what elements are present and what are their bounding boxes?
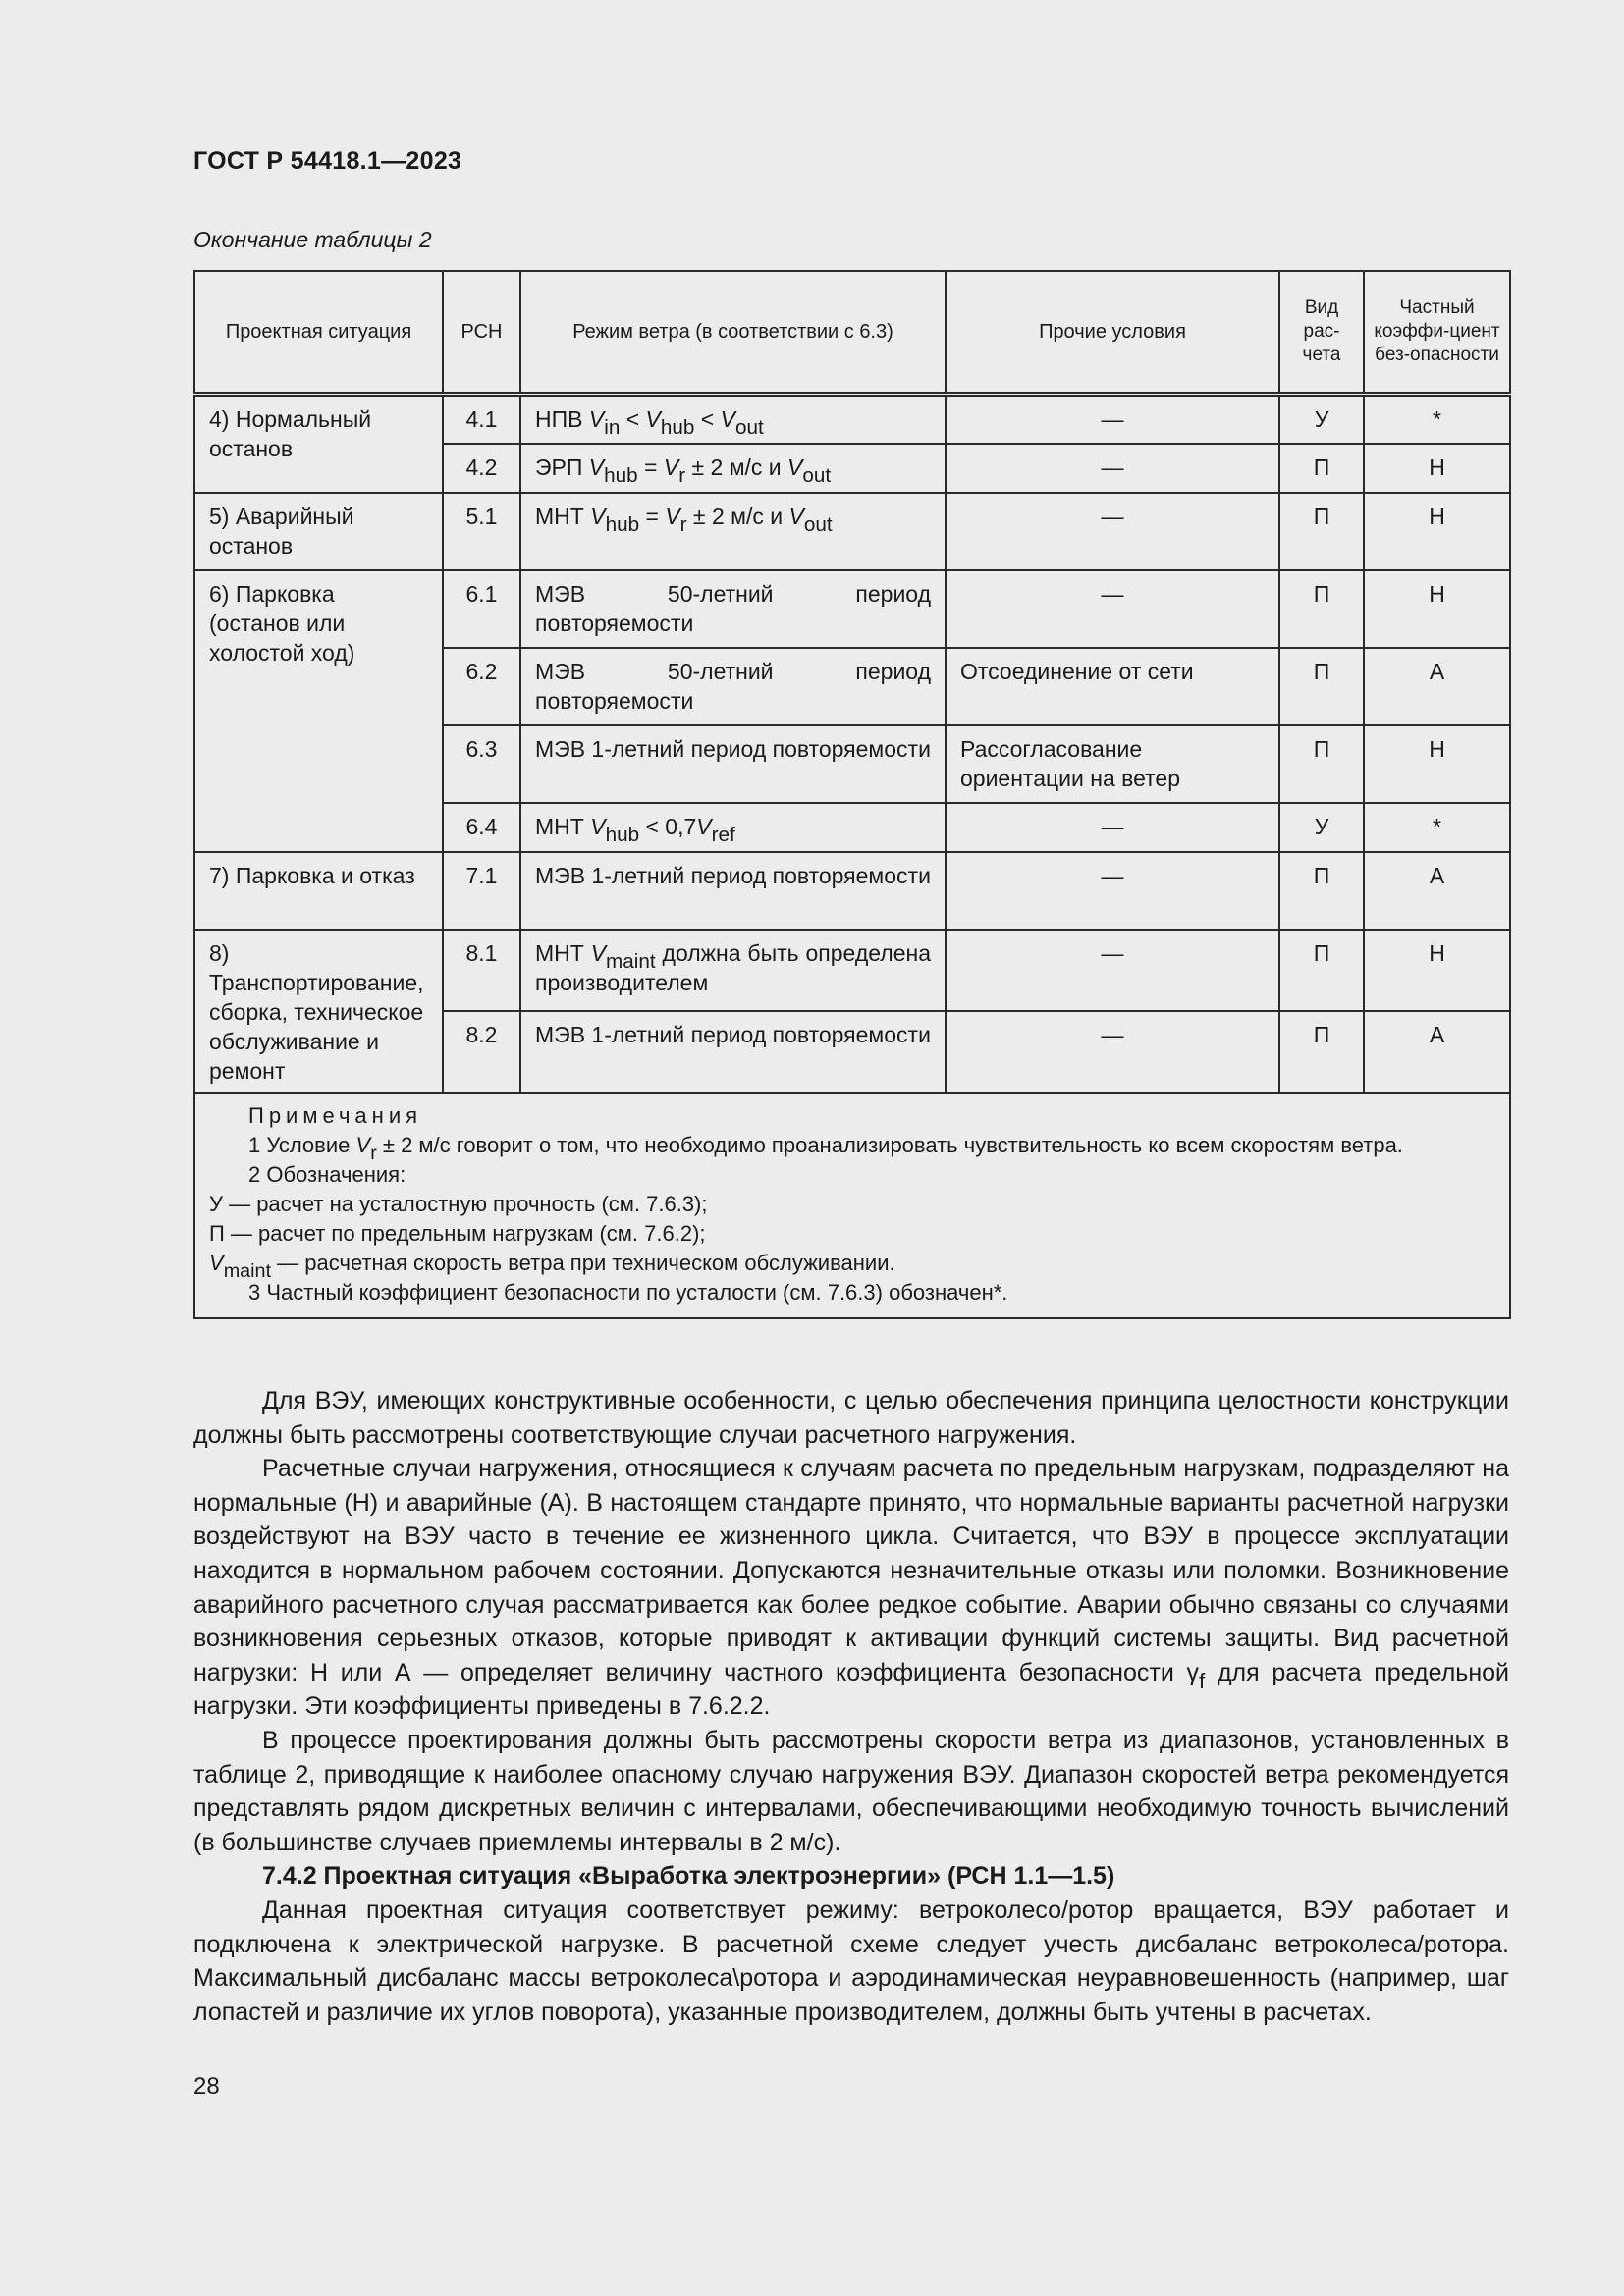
wind-cell — [520, 395, 946, 444]
rsn-cell: 7.1 — [443, 852, 520, 930]
note-2-fatigue: У — расчет на усталостную прочность (см. 7.6.3); — [209, 1191, 708, 1216]
table-row — [194, 570, 1510, 648]
rsn-cell: 4.2 — [443, 444, 520, 493]
calc-cell: П — [1279, 570, 1364, 648]
rsn-cell: 6.3 — [443, 725, 520, 803]
wind-formula: $V_{hub} = V_r \pm 2$ м/с и $V_{out}$ — [588, 454, 832, 487]
situation-cell: 7) Парковка и отказ — [194, 852, 443, 930]
rsn-cell: 6.2 — [443, 648, 520, 725]
wind-prefix: МНТ — [535, 503, 591, 529]
factor-cell: * — [1364, 803, 1510, 852]
other-cell: Отсоединение от сети — [946, 648, 1279, 725]
factor-cell: Н — [1364, 493, 1510, 570]
table-row — [194, 930, 1510, 1011]
other-cell: — — [946, 852, 1279, 930]
table-header-row — [194, 271, 1510, 395]
wind-cell: МЭВ 50-летний период повторяемости — [520, 648, 946, 725]
wind-formula: $V_{maint}$ должна быть определена производителем — [535, 939, 931, 995]
col-header-other: Прочие условия — [946, 271, 1279, 395]
note-2-ultimate: П — расчет по предельным нагрузкам (см. 7.6.2); — [209, 1220, 706, 1246]
other-cell: — — [946, 803, 1279, 852]
factor-cell: А — [1364, 1011, 1510, 1093]
paragraph-1: Для ВЭУ, имеющих конструктивные особенности, с целью обеспечения принципа целостности конструкции должны быть рассмотрены соответствующие случаи расчетного нагружения. — [193, 1387, 1509, 1449]
other-cell: — — [946, 930, 1279, 1011]
wind-cell: МЭВ 1-летний период повторяемости — [520, 852, 946, 930]
col-header-rsn: РСН — [443, 271, 520, 395]
wind-prefix: НПВ — [535, 406, 589, 432]
wind-cell: МЭВ 1-летний период повторяемости — [520, 1011, 946, 1093]
factor-cell: Н — [1364, 725, 1510, 803]
note-1 — [209, 1131, 1495, 1164]
col-header-factor: Частный коэффи-циент без-опасности — [1364, 271, 1510, 395]
other-cell: Рассогласование ориентации на ветер — [946, 725, 1279, 803]
note-1-text: $V_r \pm 2$ м/с говорит о том, что необходимо проанализировать чувствительность ко всем скоростям ветра. — [355, 1132, 1403, 1164]
factor-cell: А — [1364, 852, 1510, 930]
calc-cell: П — [1279, 493, 1364, 570]
table-notes — [194, 1093, 1510, 1318]
other-cell: — — [946, 444, 1279, 493]
factor-cell: * — [1364, 395, 1510, 444]
situation-cell: 6) Парковка (останов или холостой ход) — [194, 570, 443, 852]
rsn-cell: 4.1 — [443, 395, 520, 444]
wind-cell — [520, 444, 946, 493]
calc-cell: У — [1279, 395, 1364, 444]
table-caption: Окончание таблицы 2 — [193, 227, 432, 252]
situation-cell: 8) Транспортирование, сборка, техническое обслуживание и ремонт — [194, 930, 443, 1093]
wind-cell: МЭВ 50-летний период повторяемости — [520, 570, 946, 648]
paragraph-2-formula: $\gamma_f$ для расчета предельной нагрузки. Эти коэффициенты приведены в 7.6.2.2. — [193, 1658, 1509, 1721]
calc-cell: У — [1279, 803, 1364, 852]
col-header-situation: Проектная ситуация — [194, 271, 443, 395]
wind-prefix: ЭРП — [535, 454, 589, 480]
wind-cell: МЭВ 1-летний период повторяемости — [520, 725, 946, 803]
col-header-calc: Вид рас-чета — [1279, 271, 1364, 395]
body-text — [193, 1384, 1509, 2029]
wind-cell — [520, 930, 946, 1011]
note-2-vmaint: $V_{maint}$ — расчетная скорость ветра при техническом обслуживании. — [209, 1250, 895, 1282]
note-1-prefix: 1 Условие — [248, 1132, 356, 1157]
rsn-cell: 8.1 — [443, 930, 520, 1011]
rsn-cell: 6.1 — [443, 570, 520, 648]
factor-cell: Н — [1364, 570, 1510, 648]
document-header: ГОСТ Р 54418.1—2023 — [193, 147, 462, 175]
other-cell: — — [946, 570, 1279, 648]
col-header-wind: Режим ветра (в соответствии с 6.3) — [520, 271, 946, 395]
table-notes-row — [194, 1093, 1510, 1318]
calc-cell: П — [1279, 725, 1364, 803]
rsn-cell: 6.4 — [443, 803, 520, 852]
table-row — [194, 493, 1510, 570]
table-row — [194, 395, 1510, 444]
wind-prefix: МНТ — [535, 813, 591, 839]
page-number: 28 — [193, 2073, 220, 2100]
paragraph-2 — [193, 1452, 1509, 1724]
wind-cell — [520, 493, 946, 570]
rsn-cell: 8.2 — [443, 1011, 520, 1093]
other-cell: — — [946, 493, 1279, 570]
calc-cell: П — [1279, 852, 1364, 930]
calc-cell: П — [1279, 444, 1364, 493]
situation-cell: 5) Аварийный останов — [194, 493, 443, 570]
situation-cell: 4) Нормальный останов — [194, 395, 443, 493]
factor-cell: Н — [1364, 930, 1510, 1011]
note-3: 3 Частный коэффициент безопасности по усталости (см. 7.6.3) обозначен*. — [248, 1279, 1008, 1305]
other-cell: — — [946, 395, 1279, 444]
paragraph-4: Данная проектная ситуация соответствует режиму: ветроколесо/ротор вращается, ВЭУ работает и подключена к электрической нагрузке. В расчетной схеме следует учесть дисбаланс ветроколеса/ротора. Максимальный дисбаланс массы ветроколеса\ротора и аэродинамическая неуравновешенность (например, шаг лопастей и различие их углов поворота), указанные производителем, должны быть учтены в расчетах. — [193, 1896, 1509, 2026]
wind-cell — [520, 803, 946, 852]
factor-cell: А — [1364, 648, 1510, 725]
table-row — [194, 852, 1510, 930]
note-2: 2 Обозначения: — [248, 1161, 406, 1187]
other-cell: — — [946, 1011, 1279, 1093]
wind-formula: $V_{hub} = V_r \pm 2$ м/с и $V_{out}$ — [590, 503, 833, 536]
calc-cell: П — [1279, 930, 1364, 1011]
wind-formula: $V_{in} < V_{hub} < V_{out}$ — [588, 406, 764, 440]
calc-cell: П — [1279, 648, 1364, 725]
wind-prefix: МНТ — [535, 939, 591, 966]
calc-cell: П — [1279, 1011, 1364, 1093]
notes-title: Примечания — [248, 1102, 423, 1128]
section-heading: 7.4.2 Проектная ситуация «Выработка электроэнергии» (РСН 1.1—1.5) — [262, 1862, 1115, 1891]
rsn-cell: 5.1 — [443, 493, 520, 570]
design-situations-table — [193, 270, 1511, 1319]
factor-cell: Н — [1364, 444, 1510, 493]
wind-formula: $V_{hub} < 0,7V_{ref}$ — [590, 813, 735, 846]
paragraph-3: В процессе проектирования должны быть рассмотрены скорости ветра из диапазонов, установленных в таблице 2, приводящие к наиболее опасному случаю нагружения ВЭУ. Диапазон скоростей ветра рекомендуется представлять рядом дискретных величин с интервалами, обеспечивающими необходимую точность вычислений (в большинстве случаев приемлемы интервалы в 2 м/с). — [193, 1726, 1509, 1856]
paragraph-2-text: Расчетные случаи нагружения, относящиеся к случаям расчета по предельным нагрузкам, подразделяют на нормальные (Н) и аварийные (А). В настоящем стандарте принято, что нормальные варианты расчетной нагрузки воздействуют на ВЭУ часто в течение ее жизненного цикла. Считается, что ВЭУ в процессе эксплуатации находится в нормальном рабочем состоянии. Допускаются незначительные отказы или поломки. Возникновение аварийного расчетного случая рассматривается как более редкое событие. Аварии обычно связаны со случаями возникновения серьезных отказов, которые приводят к активации функций системы защиты. Вид расчетной нагрузки: Н или А — определяет величину частного коэффициента безопасности — [193, 1455, 1509, 1686]
